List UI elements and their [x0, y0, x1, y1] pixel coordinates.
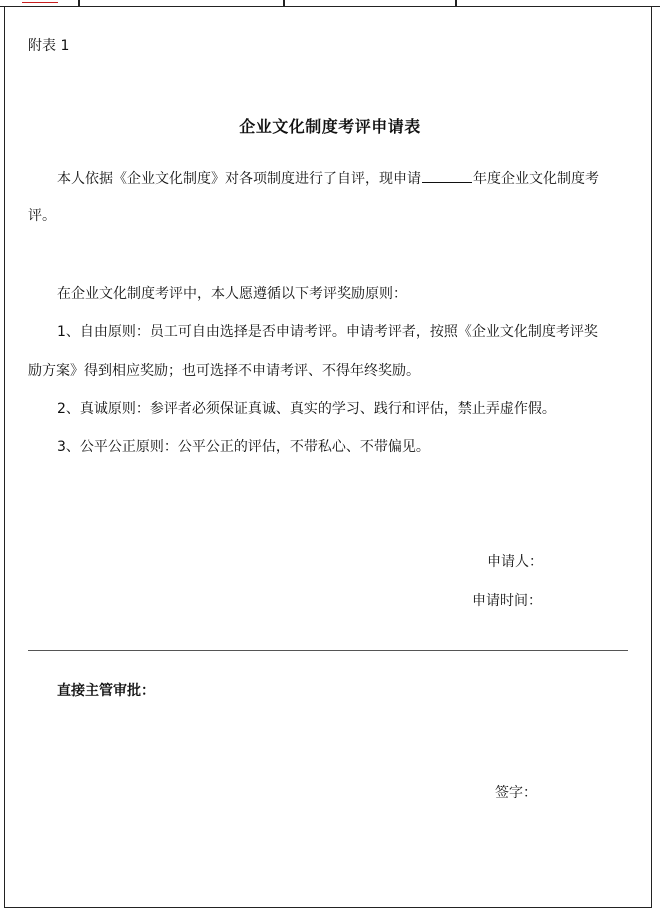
principle-3: 3、公平公正原则：公平公正的评估，不带私心、不带偏见。: [57, 439, 430, 455]
year-blank-field[interactable]: [422, 168, 472, 183]
supervisor-approval-heading: 直接主管审批：: [57, 683, 155, 699]
intro-line-1: [57, 168, 599, 189]
signature-label: 签字：: [495, 785, 537, 801]
form-title: 企业文化制度考评申请表: [239, 117, 421, 136]
principle-1-line-2: 励方案》得到相应奖励；也可选择不申请考评、不得年终奖励。: [28, 363, 420, 379]
cropped-red-text-fragment: [22, 0, 58, 3]
application-date-label: 申请时间：: [472, 593, 542, 609]
form-frame: [4, 6, 652, 908]
intro-text-after-blank: 年度企业文化制度考: [473, 171, 599, 187]
principles-lead: 在企业文化制度考评中，本人愿遵循以下考评奖励原则：: [57, 286, 407, 302]
applicant-name-label: 申请人：: [487, 554, 543, 570]
intro-text-before-blank: 本人依据《企业文化制度》对各项制度进行了自评，现申请: [57, 171, 421, 187]
intro-line-2: 评。: [28, 208, 56, 224]
attachment-label: 附表 1: [28, 38, 70, 54]
principle-2: 2、真诚原则：参评者必须保证真诚、真实的学习、践行和评估，禁止弄虚作假。: [57, 401, 556, 417]
principle-1-line-1: 1、自由原则：员工可自由选择是否申请考评。申请考评者，按照《企业文化制度考评奖: [57, 324, 598, 340]
section-divider: [28, 650, 628, 651]
